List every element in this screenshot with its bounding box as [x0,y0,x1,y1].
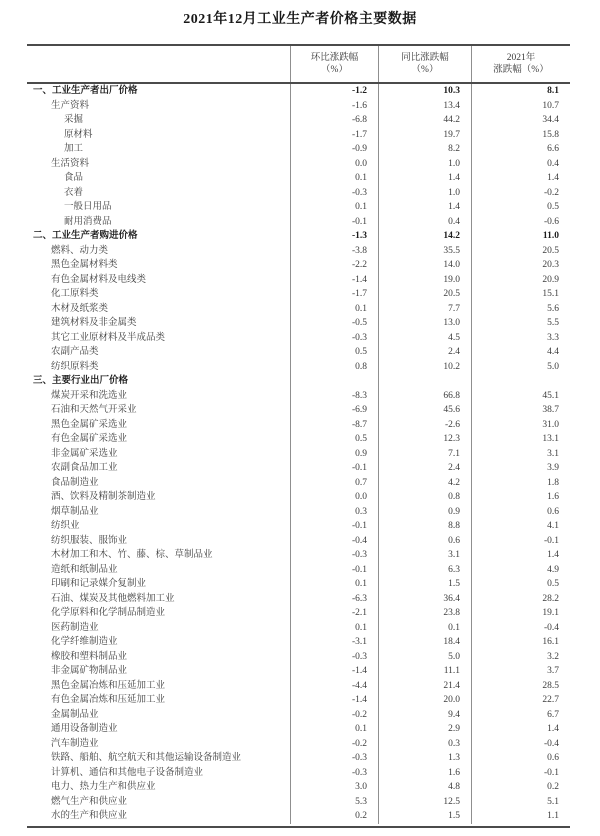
mom-value: -0.3 [290,751,378,766]
table-row [27,563,570,578]
table-row [27,534,570,549]
table-row [27,635,570,650]
row-label: 造纸和纸制品业 [51,564,118,575]
table-row [27,650,570,665]
table-row [27,200,570,215]
row-label: 石油和天然气开采业 [51,405,137,415]
mom-value: 3.0 [290,780,378,795]
year-value: 6.7 [471,708,570,723]
table-row [27,432,570,447]
yoy-value: 7.1 [378,447,471,462]
row-label: 木材及纸浆类 [51,303,109,314]
row-label: 耐用消费品 [64,216,112,227]
yoy-value: 0.3 [378,737,471,752]
row-label: 黑色金属材料类 [51,260,118,270]
yoy-value: 1.0 [378,157,471,172]
row-label: 纺织服装、服饰业 [51,535,128,546]
mom-value: -8.7 [290,418,378,433]
year-value: 45.1 [471,389,570,404]
mom-value: -0.1 [290,563,378,578]
row-label: 电力、热力生产和供应业 [51,782,156,792]
yoy-value: 66.8 [378,389,471,404]
year-value: 4.4 [471,345,570,360]
year-value: 20.5 [471,244,570,259]
mom-value: -1.2 [290,84,378,99]
row-label: 农副产品类 [51,347,99,357]
mom-value: 0.5 [290,345,378,360]
yoy-value: 10.3 [378,84,471,99]
mom-value: 0.1 [290,577,378,592]
table-row [27,737,570,752]
year-value: 1.8 [471,476,570,491]
mom-value: -0.1 [290,461,378,476]
row-label: 黑色金属矿采选业 [51,419,128,430]
year-value: 19.1 [471,606,570,621]
yoy-value: 21.4 [378,679,471,694]
yoy-value: 13.0 [378,316,471,331]
mom-value: -0.3 [290,650,378,665]
mom-value: -0.3 [290,186,378,201]
year-value: 1.4 [471,548,570,563]
table-row [27,84,570,99]
row-label: 酒、饮料及精制茶制造业 [51,492,156,502]
table-row [27,244,570,259]
table-row [27,360,570,375]
table-row [27,418,570,433]
yoy-value: 1.4 [378,200,471,215]
yoy-value: 6.3 [378,563,471,578]
year-value: 3.7 [471,664,570,679]
year-value: -0.1 [471,534,570,549]
row-label: 一般日用品 [64,202,112,212]
table-header-row [27,46,570,84]
yoy-value: 4.2 [378,476,471,491]
row-label: 非金属矿采选业 [51,448,118,459]
mom-value: -8.3 [290,389,378,404]
table-row [27,795,570,810]
mom-value: -0.2 [290,708,378,723]
year-value: -0.2 [471,186,570,201]
table-row [27,809,570,824]
yoy-value: 12.3 [378,432,471,447]
yoy-value: 19.0 [378,273,471,288]
row-label: 烟草制品业 [51,506,99,517]
mom-value: 0.7 [290,476,378,491]
row-label: 医药制造业 [51,622,99,633]
row-label: 食品制造业 [51,477,99,488]
mom-value: -6.9 [290,403,378,418]
yoy-value: 0.4 [378,215,471,230]
year-value: 5.5 [471,316,570,331]
yoy-value: 8.8 [378,519,471,534]
header-mom-line2: （%） [321,65,348,75]
row-label: 计算机、通信和其他电子设备制造业 [51,767,204,778]
table-row [27,99,570,114]
table-row [27,389,570,404]
yoy-value: 1.5 [378,577,471,592]
year-value: 0.6 [471,751,570,766]
year-value: 22.7 [471,693,570,708]
mom-value: 0.2 [290,809,378,824]
row-label: 原材料 [64,129,93,140]
year-value: 20.9 [471,273,570,288]
yoy-value: 20.0 [378,693,471,708]
table-row [27,505,570,520]
mom-value: 0.5 [290,432,378,447]
year-value: 20.3 [471,258,570,273]
mom-value: -4.4 [290,679,378,694]
mom-value: 0.8 [290,360,378,375]
table-row [27,302,570,317]
mom-value: -0.5 [290,316,378,331]
row-label: 采掘 [64,115,84,125]
row-label: 有色金属冶炼和压延加工业 [51,695,166,705]
row-label: 煤炭开采和洗选业 [51,390,128,401]
mom-value: 0.1 [290,171,378,186]
mom-value: -3.1 [290,635,378,650]
mom-value: -0.3 [290,766,378,781]
mom-value: -0.2 [290,737,378,752]
header-year-line2: 涨跌幅（%） [493,65,549,75]
yoy-value: 1.0 [378,186,471,201]
row-label: 加工 [64,144,84,154]
year-value: 0.4 [471,157,570,172]
yoy-value: 45.6 [378,403,471,418]
year-value: 6.6 [471,142,570,157]
mom-value: -1.6 [290,99,378,114]
header-yoy-line1: 同比涨跌幅 [401,53,449,63]
yoy-value: 1.4 [378,171,471,186]
year-value [471,374,570,389]
mom-value: -1.4 [290,273,378,288]
mom-value [290,374,378,389]
mom-value: -0.4 [290,534,378,549]
yoy-value: 23.8 [378,606,471,621]
year-value: 28.5 [471,679,570,694]
yoy-value: 2.9 [378,722,471,737]
yoy-value: 2.4 [378,461,471,476]
year-value: 5.6 [471,302,570,317]
yoy-value: 14.2 [378,229,471,244]
mom-value: 0.1 [290,722,378,737]
year-value: 16.1 [471,635,570,650]
year-value: 0.2 [471,780,570,795]
yoy-value: 0.8 [378,490,471,505]
table-row [27,679,570,694]
mom-value: -2.1 [290,606,378,621]
table-row [27,171,570,186]
producer-price-table [27,44,570,828]
year-value: -0.6 [471,215,570,230]
mom-value: -6.3 [290,592,378,607]
year-value: 1.6 [471,490,570,505]
row-label: 食品 [64,173,84,183]
table-row [27,403,570,418]
table-row [27,447,570,462]
table-row [27,751,570,766]
yoy-value: 36.4 [378,592,471,607]
mom-value: -3.8 [290,244,378,259]
yoy-value: 0.6 [378,534,471,549]
header-yoy-line2: （%） [411,65,439,75]
table-row [27,287,570,302]
year-value: 3.9 [471,461,570,476]
mom-value: -0.9 [290,142,378,157]
mom-value: -0.1 [290,519,378,534]
year-value: 15.8 [471,128,570,143]
row-label: 化学原料和化学制品制造业 [51,608,166,618]
mom-value: -0.1 [290,215,378,230]
table-row [27,621,570,636]
yoy-value: 12.5 [378,795,471,810]
table-row [27,128,570,143]
table-row [27,345,570,360]
row-label: 燃气生产和供应业 [51,796,128,807]
yoy-value: 0.1 [378,621,471,636]
table-row [27,461,570,476]
table-row [27,606,570,621]
row-label: 一、工业生产者出厂价格 [33,86,138,96]
year-value: -0.4 [471,737,570,752]
yoy-value: 8.2 [378,142,471,157]
header-cell-yoy [378,46,471,82]
mom-value: 0.1 [290,200,378,215]
row-label: 建筑材料及非金属类 [51,318,137,328]
year-value: 10.7 [471,99,570,114]
table-row [27,722,570,737]
table-row [27,548,570,563]
header-cell-mom [290,46,378,82]
yoy-value: 1.6 [378,766,471,781]
table-row [27,186,570,201]
yoy-value: 4.5 [378,331,471,346]
mom-value: -1.4 [290,693,378,708]
year-value: 3.1 [471,447,570,462]
year-value: 1.4 [471,722,570,737]
yoy-value: 18.4 [378,635,471,650]
row-label: 衣着 [64,187,84,198]
row-label: 有色金属材料及电线类 [51,274,147,285]
yoy-value: 2.4 [378,345,471,360]
table-row [27,708,570,723]
mom-value: -1.3 [290,229,378,244]
yoy-value: -2.6 [378,418,471,433]
row-label: 燃料、动力类 [51,245,109,256]
yoy-value: 1.5 [378,809,471,824]
row-label: 橡胶和塑料制品业 [51,651,128,662]
yoy-value: 11.1 [378,664,471,679]
page-title: 2021年12月工业生产者价格主要数据 [183,12,417,27]
year-value: -0.1 [471,766,570,781]
year-value: 4.1 [471,519,570,534]
mom-value: 0.0 [290,490,378,505]
table-row [27,258,570,273]
table-row [27,664,570,679]
year-value: 1.4 [471,171,570,186]
yoy-value: 14.0 [378,258,471,273]
table-row [27,519,570,534]
mom-value: -0.3 [290,548,378,563]
header-year-line1: 2021年 [506,53,536,63]
table-row [27,577,570,592]
year-value: 5.0 [471,360,570,375]
yoy-value: 20.5 [378,287,471,302]
header-mom-line1: 环比涨跌幅 [310,53,359,63]
yoy-value: 1.3 [378,751,471,766]
table-row [27,229,570,244]
row-label: 化学纤维制造业 [51,637,118,647]
mom-value: -0.3 [290,331,378,346]
table-row [27,780,570,795]
table-body [27,84,570,826]
table-row [27,490,570,505]
table-row [27,273,570,288]
row-label: 生活资料 [51,158,90,169]
table-row [27,113,570,128]
yoy-value: 19.7 [378,128,471,143]
yoy-value: 0.9 [378,505,471,520]
year-value: 31.0 [471,418,570,433]
mom-value: 0.0 [290,157,378,172]
row-label: 非金属矿物制品业 [51,666,128,676]
header-cell-year [471,46,570,82]
row-label: 木材加工和木、竹、藤、棕、草制品业 [51,550,213,560]
row-label: 铁路、船舶、航空航天和其他运输设备制造业 [51,753,242,763]
year-value: -0.4 [471,621,570,636]
year-value: 15.1 [471,287,570,302]
year-value: 4.9 [471,563,570,578]
row-label: 黑色金属冶炼和压延加工业 [51,680,166,691]
table-row [27,157,570,172]
row-label: 印刷和记录媒介复制业 [51,579,147,589]
year-value: 11.0 [471,229,570,244]
yoy-value: 10.2 [378,360,471,375]
mom-value: 0.1 [290,302,378,317]
yoy-value: 7.7 [378,302,471,317]
year-value: 3.3 [471,331,570,346]
yoy-value [378,374,471,389]
table-row [27,331,570,346]
row-label: 金属制品业 [51,709,99,720]
year-value: 5.1 [471,795,570,810]
row-label: 纺织原料类 [51,361,99,372]
row-label: 水的生产和供应业 [51,811,128,821]
year-value: 8.1 [471,84,570,99]
row-label: 生产资料 [51,100,90,111]
row-label: 纺织业 [51,521,80,531]
year-value: 0.5 [471,200,570,215]
year-value: 28.2 [471,592,570,607]
row-label: 通用设备制造业 [51,724,118,734]
yoy-value: 44.2 [378,113,471,128]
year-value: 3.2 [471,650,570,665]
table-row [27,476,570,491]
year-value: 1.1 [471,809,570,824]
row-label: 石油、煤炭及其他燃料加工业 [51,593,175,604]
row-label: 其它工业原材料及半成品类 [51,332,166,343]
yoy-value: 4.8 [378,780,471,795]
yoy-value: 3.1 [378,548,471,563]
mom-value: 0.1 [290,621,378,636]
table-row [27,215,570,230]
row-label: 汽车制造业 [51,738,99,749]
row-label: 农副食品加工业 [51,463,118,473]
year-value: 34.4 [471,113,570,128]
mom-value: -6.8 [290,113,378,128]
table-row [27,374,570,389]
header-cell-empty [27,46,290,82]
table-row [27,142,570,157]
mom-value: -1.7 [290,128,378,143]
yoy-value: 5.0 [378,650,471,665]
yoy-value: 9.4 [378,708,471,723]
mom-value: -2.2 [290,258,378,273]
year-value: 13.1 [471,432,570,447]
row-label: 化工原料类 [51,289,99,299]
row-label: 二、工业生产者购进价格 [33,231,138,241]
mom-value: 5.3 [290,795,378,810]
table-row [27,316,570,331]
table-row [27,766,570,781]
mom-value: -1.7 [290,287,378,302]
mom-value: 0.3 [290,505,378,520]
row-label: 三、主要行业出厂价格 [33,376,129,386]
yoy-value: 35.5 [378,244,471,259]
table-row [27,693,570,708]
table-row [27,592,570,607]
mom-value: 0.9 [290,447,378,462]
year-value: 0.6 [471,505,570,520]
year-value: 38.7 [471,403,570,418]
year-value: 0.5 [471,577,570,592]
row-label: 有色金属矿采选业 [51,434,128,444]
yoy-value: 13.4 [378,99,471,114]
mom-value: -1.4 [290,664,378,679]
